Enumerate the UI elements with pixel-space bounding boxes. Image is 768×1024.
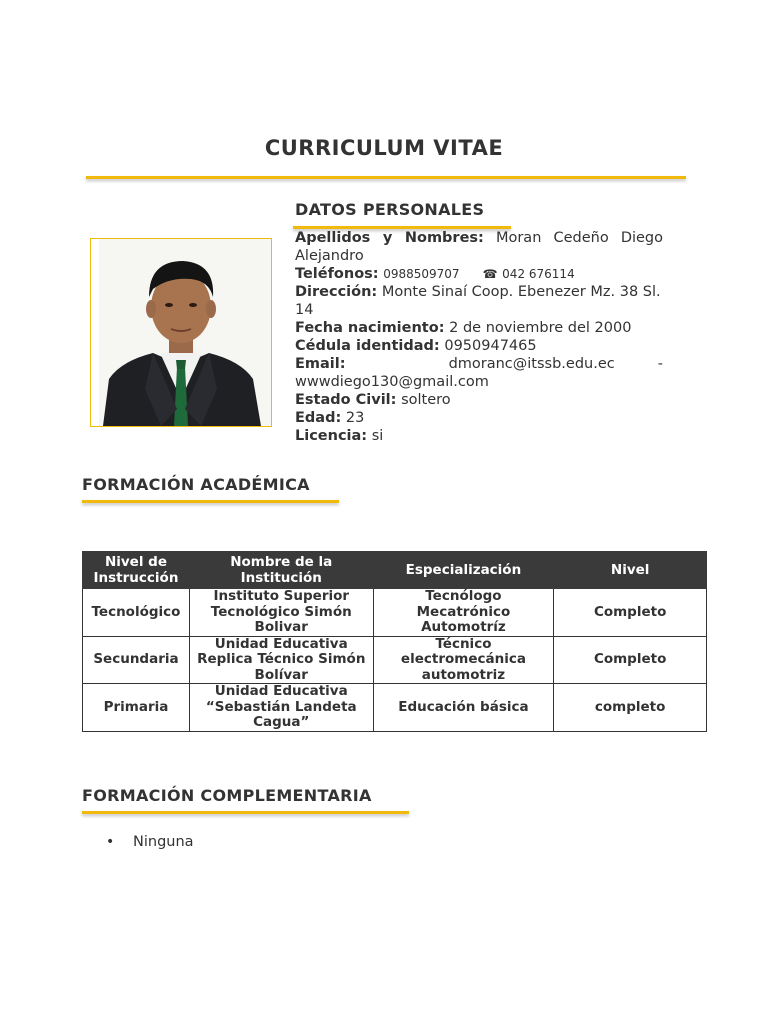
name-label: Apellidos y Nombres:	[295, 230, 484, 246]
license-value: si	[371, 428, 384, 444]
id-value: 0950947465	[444, 338, 537, 354]
academic-underline	[82, 500, 339, 503]
id-label: Cédula identidad:	[295, 338, 440, 354]
civil-row	[295, 391, 663, 409]
table-cell: Unidad Educativa “Sebastián Landeta Cagua”	[189, 684, 373, 732]
table-row	[83, 589, 707, 637]
phones-label: Teléfonos:	[295, 266, 379, 282]
telephone-icon: ☎	[482, 267, 498, 281]
email-secondary[interactable]: wwwdiego130@gmail.com	[295, 374, 489, 390]
list-item	[106, 834, 194, 850]
civil-label: Estado Civil:	[295, 392, 397, 408]
license-row	[295, 427, 663, 445]
page-title: CURRICULUM VITAE	[264, 136, 504, 160]
table-cell: Técnico electromecánica automotriz	[373, 636, 554, 684]
phones-row	[295, 265, 663, 283]
table-cell: Educación básica	[373, 684, 554, 732]
table-header-row	[83, 552, 707, 589]
complementary-list	[106, 834, 194, 850]
address-row	[295, 283, 663, 319]
personal-data-heading: DATOS PERSONALES	[295, 200, 485, 219]
table-row	[83, 636, 707, 684]
email-label: Email:	[295, 356, 346, 372]
id-row	[295, 337, 663, 355]
email-row	[295, 355, 663, 373]
age-row	[295, 409, 663, 427]
table-cell: Tecnológico	[83, 589, 190, 637]
email-primary[interactable]: dmoranc@itssb.edu.ec	[448, 356, 615, 372]
address-value: Monte Sinaí Coop. Ebenezer Mz. 38 Sl. 14	[295, 284, 661, 318]
birth-row	[295, 319, 663, 337]
table-cell: Primaria	[83, 684, 190, 732]
table-cell: Instituto Superior Tecnológico Simón Bolivar	[189, 589, 373, 637]
table-cell: Completo	[554, 636, 707, 684]
profile-photo	[90, 238, 272, 427]
personal-info	[295, 229, 663, 457]
table-cell: Tecnólogo Mecatrónico Automotríz	[373, 589, 554, 637]
license-label: Licencia:	[295, 428, 368, 444]
birth-value: 2 de noviembre del 2000	[449, 320, 632, 336]
column-header: Especialización	[373, 552, 554, 589]
table-cell: completo	[554, 684, 707, 732]
column-header: Nivel	[554, 552, 707, 589]
table-cell: Unidad Educativa Replica Técnico Simón Bolívar	[189, 636, 373, 684]
age-label: Edad:	[295, 410, 342, 426]
address-label: Dirección:	[295, 284, 378, 300]
email-separator: -	[657, 356, 663, 372]
table-cell: Completo	[554, 589, 707, 637]
complementary-heading: FORMACIÓN COMPLEMENTARIA	[82, 786, 372, 805]
complementary-underline	[82, 811, 409, 814]
name-row	[295, 229, 663, 265]
education-table	[82, 551, 707, 732]
person-portrait-icon	[91, 239, 271, 426]
column-header: Nivel de Instrucción	[83, 552, 190, 589]
landline-number: 042 676114	[502, 267, 575, 281]
email-row-2	[295, 373, 663, 391]
title-underline	[86, 176, 686, 179]
age-value: 23	[345, 410, 365, 426]
birth-label: Fecha nacimiento:	[295, 320, 445, 336]
list-item-text: Ninguna	[133, 834, 194, 850]
table-cell: Secundaria	[83, 636, 190, 684]
name-value: Moran Cedeño Diego Alejandro	[295, 230, 663, 264]
academic-heading: FORMACIÓN ACADÉMICA	[82, 475, 310, 494]
mobile-number: 0988509707	[383, 267, 460, 281]
bullet-icon: •	[106, 834, 115, 850]
table-row	[83, 684, 707, 732]
civil-value: soltero	[401, 392, 451, 408]
column-header: Nombre de la Institución	[189, 552, 373, 589]
